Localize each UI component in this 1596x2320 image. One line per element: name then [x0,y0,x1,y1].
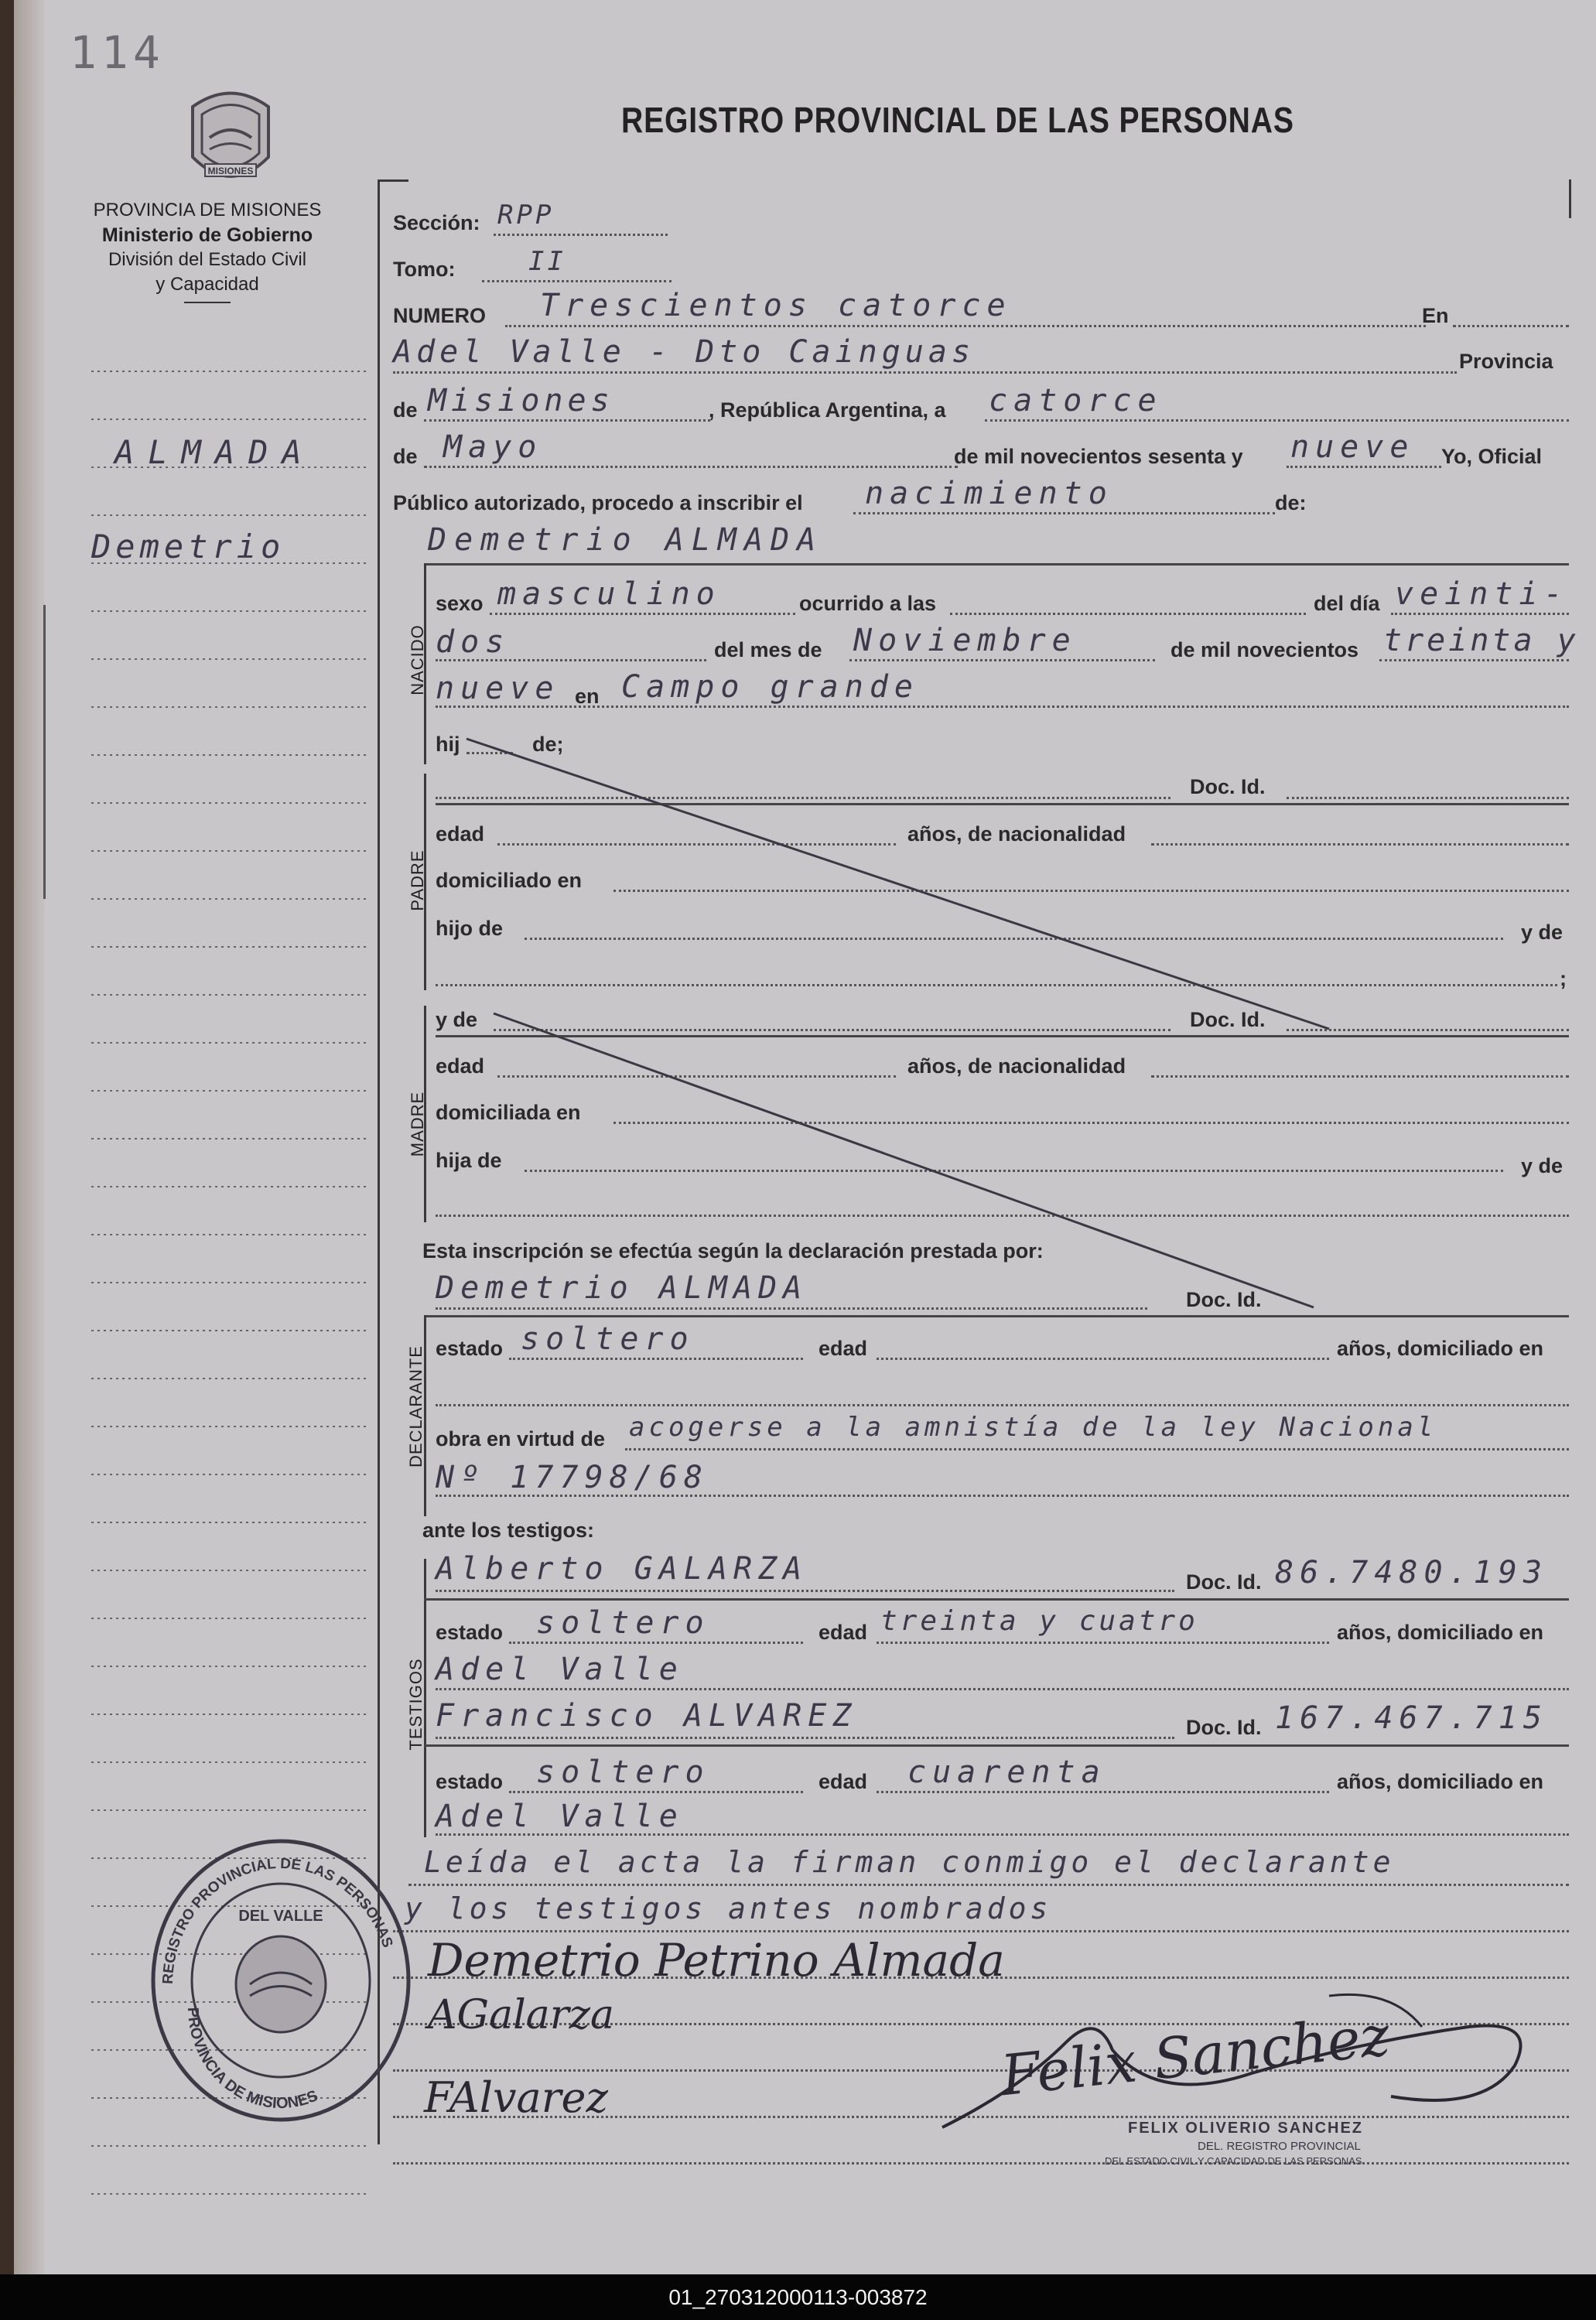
testigos-side-label: TESTIGOS [406,1658,425,1751]
madre-hija-label: hija de [436,1149,502,1172]
de-label: de [393,398,418,422]
letterhead-ministry: Ministerio de Gobierno [101,224,313,246]
anio-value-2: nueve [436,671,560,706]
ley-value: Nº 17798/68 [436,1460,709,1495]
seal-text: MISIONES [207,166,254,176]
testigo2-dom-value: Adel Valle [436,1799,684,1834]
province-value: Misiones [428,383,614,419]
testigo1-edad-value: treinta y cuatro [880,1605,1198,1637]
padre-edad-label: edad [436,822,485,846]
de-colon-label: de: [1275,491,1307,514]
declarante-name: Demetrio ALMADA [436,1270,808,1306]
anio-value-1: treinta y [1383,623,1579,658]
margin-surname: ALMADA [114,433,316,471]
padre-side-label: PADRE [408,849,427,911]
testigo2-doc-value: 167.467.715 [1275,1700,1548,1736]
letterhead-province: PROVINCIA DE MISIONES [93,200,322,220]
en-label-nacido: en [575,685,600,708]
closing-line-2: y los testigos antes nombrados [405,1891,1052,1925]
madre-y-de-label-2: y de [1521,1154,1564,1177]
madre-doc-label: Doc. Id. [1190,1008,1266,1031]
padre-domiciliado-label: domiciliado en [436,869,583,892]
testigo2-doc-label: Doc. Id. [1186,1716,1262,1739]
year-value: nueve [1290,429,1415,465]
declarante-doc-label: Doc. Id. [1186,1288,1262,1311]
testigo2-anios-label: años, domiciliado en [1337,1770,1544,1793]
padre-anios-label: años, de nacionalidad [907,822,1126,846]
declarante-edad-label: edad [819,1337,868,1360]
numero-label: NUMERO [393,304,486,327]
declarante-estado-value: soltero [521,1321,695,1357]
stamp-mid-text: DEL VALLE [238,1908,323,1925]
dia-value-2: dos [436,624,511,660]
provincia-label: Provincia [1459,350,1553,373]
madre-side-label: MADRE [408,1091,427,1157]
document-title: REGISTRO PROVINCIAL DE LAS PERSONAS [621,100,1294,140]
testigo1-doc-value: 86.7480.193 [1275,1555,1548,1591]
document-page [14,0,1596,2274]
sexo-value: masculino [497,576,721,612]
publico-label: Público autorizado, procedo a inscribir el [393,491,803,514]
del-dia-label: del día [1314,592,1380,615]
testigos-intro: ante los testigos: [422,1519,595,1542]
obra-value: acogerse a la amnistía de la ley Nacional [629,1412,1437,1443]
numero-value: Trescientos catorce [540,288,1012,323]
signature-testigo-2: FAlvarez [424,2073,608,2122]
de-semicolon-label: de; [532,733,564,756]
mil-label: de mil novecientos [1171,638,1359,661]
tomo-value: II [528,246,566,277]
testigo2-estado-label: estado [436,1770,504,1793]
testigo1-doc-label: Doc. Id. [1186,1570,1262,1594]
testigo1-estado-label: estado [436,1621,504,1644]
testigo2-edad-value: cuarenta [907,1755,1106,1790]
closing-line-1: Leída el acta la firman conmigo el declarante [424,1845,1395,1879]
day-value: catorce [989,383,1163,419]
de-label-2: de [393,445,418,468]
mes-value: Noviembre [853,623,1077,658]
signature-official: Felix Sanchez [997,2002,1393,2109]
madre-domiciliada-label: domiciliada en [436,1101,581,1124]
tomo-label: Tomo: [393,258,456,281]
declarante-side-label: DECLARANTE [406,1345,425,1468]
place-value: Adel Valle - Dto Cainguas [393,334,976,370]
declarante-intro: Esta inscripción se efectúa según la declaración prestada por: [422,1239,1044,1263]
padre-doc-label: Doc. Id. [1190,775,1266,798]
footer-caption: 01_270312000113-003872 [0,2274,1596,2320]
testigo2-edad-label: edad [819,1770,868,1793]
testigo1-edad-label: edad [819,1621,868,1644]
padre-hijo-label: hijo de [436,917,503,940]
republica-label: , República Argentina, a [709,398,946,422]
official-subtitle: DEL ESTADO CIVIL Y CAPACIDAD DE LAS PERSONAS [1105,2155,1362,2167]
testigo2-name: Francisco ALVAREZ [436,1698,858,1734]
stamp-top-text: REGISTRO PROVINCIAL DE LAS PERSONAS [159,1855,396,1985]
signature-official-flourish [927,1980,1561,2143]
registry-stamp-icon [142,1830,420,2131]
page-number: 114 [70,26,165,79]
madre-y-de-label: y de [436,1008,478,1031]
month-value: Mayo [443,429,543,465]
testigo1-dom-value: Adel Valle [436,1652,684,1687]
testigo1-name: Alberto GALARZA [436,1551,808,1587]
stamp-bottom-text: PROVINCIA DE MISIONES [183,2007,321,2113]
testigo1-anios-label: años, domiciliado en [1337,1621,1544,1644]
letterhead-capacity: y Capacidad [155,274,259,295]
padre-semicolon: ; [1560,967,1567,990]
testigo1-estado-value: soltero [536,1605,710,1641]
ocurrido-label: ocurrido a las [799,592,937,615]
official-name: FELIX OLIVERIO SANCHEZ [1128,2120,1364,2137]
madre-anios-label: años, de nacionalidad [907,1054,1126,1078]
signature-declarante: Demetrio Petrino Almada [428,1934,1005,1987]
obra-label: obra en virtud de [436,1427,606,1450]
madre-edad-label: edad [436,1054,485,1078]
letterhead-division: División del Estado Civil [108,249,307,270]
lugar-value: Campo grande [621,669,919,705]
hij-label: hij [436,733,460,756]
sexo-label: sexo [436,592,484,615]
acto-value: nacimiento [865,476,1113,511]
nacido-side-label: NACIDO [408,624,427,695]
signature-testigo-1: AGalarza [428,1992,614,2038]
seccion-value: RPP [497,200,555,231]
declarante-estado-label: estado [436,1337,504,1360]
margin-given-name: Demetrio [91,528,285,565]
en-label: En [1422,304,1449,327]
official-title: DEL. REGISTRO PROVINCIAL [1198,2140,1361,2153]
seccion-label: Sección: [393,211,480,234]
testigo2-estado-value: soltero [536,1755,710,1790]
del-mes-label: del mes de [714,638,822,661]
year-label: de mil novecientos sesenta y [954,445,1243,468]
declarante-anios-label: años, domiciliado en [1337,1337,1544,1360]
dia-value-1: veinti- [1395,576,1569,612]
padre-y-de-label: y de [1521,921,1564,944]
nacido-name: Demetrio ALMADA [428,522,824,558]
oficial-label: Yo, Oficial [1441,445,1543,468]
